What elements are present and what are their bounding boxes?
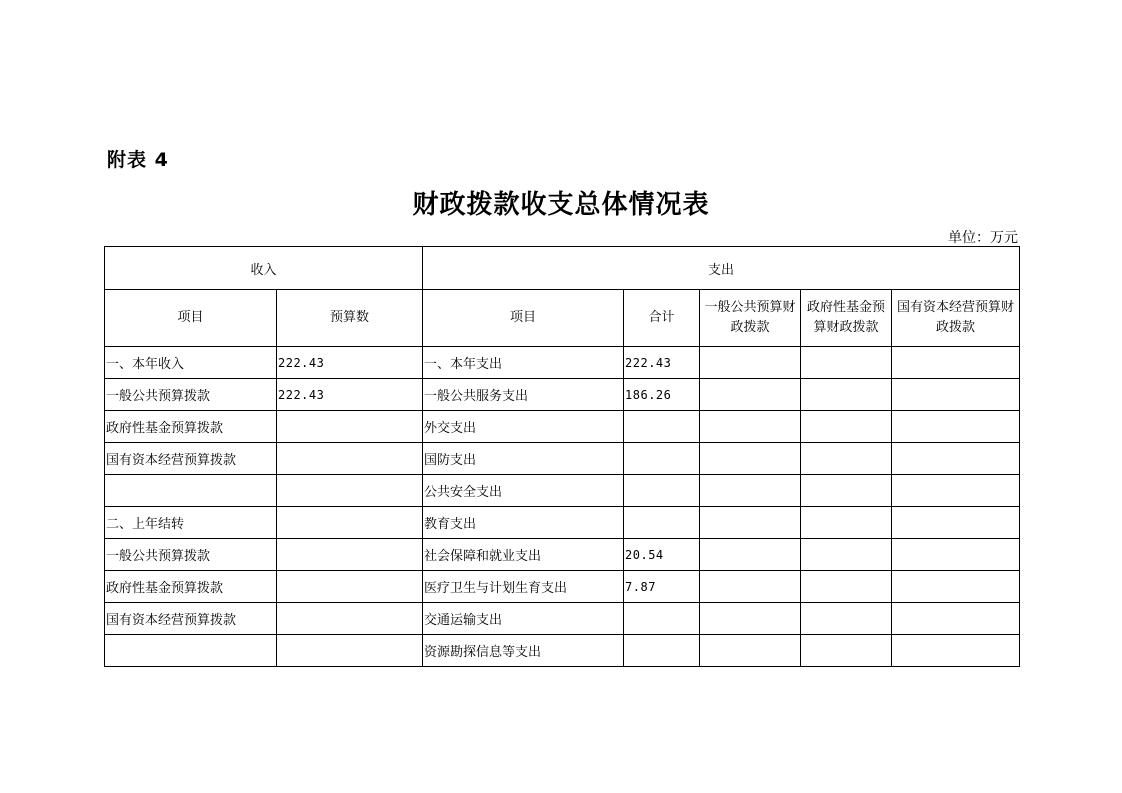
table-row	[105, 603, 1020, 635]
table-row	[105, 571, 1020, 603]
income-item-cell: 国有资本经营预算拨款	[105, 603, 277, 635]
state-capital-cell	[892, 443, 1020, 475]
header-income-item: 项目	[105, 290, 277, 347]
header-expenditure: 支出	[423, 247, 1020, 290]
income-item-cell	[105, 635, 277, 667]
header-gov-fund: 政府性基金预算财政拨款	[801, 290, 892, 347]
finance-table	[104, 246, 1020, 667]
income-item-cell: 二、上年结转	[105, 507, 277, 539]
general-budget-cell	[700, 571, 801, 603]
header-row-secondary	[105, 290, 1020, 347]
income-item-cell: 政府性基金预算拨款	[105, 571, 277, 603]
table-row	[105, 443, 1020, 475]
gov-fund-cell	[801, 347, 892, 379]
income-item-cell: 一般公共预算拨款	[105, 379, 277, 411]
state-capital-cell	[892, 539, 1020, 571]
general-budget-cell	[700, 379, 801, 411]
exp-total-cell	[624, 411, 700, 443]
state-capital-cell	[892, 475, 1020, 507]
header-state-capital: 国有资本经营预算财政拨款	[892, 290, 1020, 347]
table-row	[105, 475, 1020, 507]
income-item-cell: 一、本年收入	[105, 347, 277, 379]
gov-fund-cell	[801, 635, 892, 667]
general-budget-cell	[700, 507, 801, 539]
exp-item-cell: 交通运输支出	[423, 603, 624, 635]
exp-total-cell	[624, 443, 700, 475]
gov-fund-cell	[801, 411, 892, 443]
exp-item-cell: 资源勘探信息等支出	[423, 635, 624, 667]
general-budget-cell	[700, 411, 801, 443]
income-value-cell	[277, 539, 423, 571]
gov-fund-cell	[801, 379, 892, 411]
table-row	[105, 539, 1020, 571]
table-row	[105, 507, 1020, 539]
income-value-cell	[277, 635, 423, 667]
state-capital-cell	[892, 603, 1020, 635]
page-title: 财政拨款收支总体情况表	[412, 190, 710, 220]
exp-total-cell: 7.87	[624, 571, 700, 603]
exp-item-cell: 社会保障和就业支出	[423, 539, 624, 571]
income-item-cell: 国有资本经营预算拨款	[105, 443, 277, 475]
header-income: 收入	[105, 247, 423, 290]
exp-item-cell: 一般公共服务支出	[423, 379, 624, 411]
state-capital-cell	[892, 411, 1020, 443]
general-budget-cell	[700, 603, 801, 635]
table-row	[105, 347, 1020, 379]
header-budget-count: 预算数	[277, 290, 423, 347]
general-budget-cell	[700, 539, 801, 571]
exp-item-cell: 教育支出	[423, 507, 624, 539]
general-budget-cell	[700, 347, 801, 379]
gov-fund-cell	[801, 475, 892, 507]
exp-item-cell: 公共安全支出	[423, 475, 624, 507]
state-capital-cell	[892, 347, 1020, 379]
unit-label: 单位：万元	[948, 230, 1018, 246]
exp-total-cell: 186.26	[624, 379, 700, 411]
exp-total-cell	[624, 475, 700, 507]
exp-total-cell: 20.54	[624, 539, 700, 571]
exp-item-cell: 国防支出	[423, 443, 624, 475]
income-value-cell: 222.43	[277, 347, 423, 379]
table-row	[105, 379, 1020, 411]
income-value-cell	[277, 603, 423, 635]
exp-item-cell: 一、本年支出	[423, 347, 624, 379]
exp-item-cell: 外交支出	[423, 411, 624, 443]
exp-total-cell	[624, 635, 700, 667]
header-general-budget: 一般公共预算财政拨款	[700, 290, 801, 347]
table-row	[105, 635, 1020, 667]
exp-total-cell	[624, 507, 700, 539]
exp-total-cell: 222.43	[624, 347, 700, 379]
income-item-cell: 政府性基金预算拨款	[105, 411, 277, 443]
income-value-cell	[277, 507, 423, 539]
state-capital-cell	[892, 507, 1020, 539]
gov-fund-cell	[801, 507, 892, 539]
state-capital-cell	[892, 379, 1020, 411]
header-total: 合计	[624, 290, 700, 347]
state-capital-cell	[892, 635, 1020, 667]
general-budget-cell	[700, 475, 801, 507]
state-capital-cell	[892, 571, 1020, 603]
gov-fund-cell	[801, 571, 892, 603]
income-item-cell: 一般公共预算拨款	[105, 539, 277, 571]
attachment-label: 附表 4	[107, 149, 169, 171]
gov-fund-cell	[801, 539, 892, 571]
header-exp-item: 项目	[423, 290, 624, 347]
general-budget-cell	[700, 443, 801, 475]
exp-item-cell: 医疗卫生与计划生育支出	[423, 571, 624, 603]
income-value-cell: 222.43	[277, 379, 423, 411]
income-item-cell	[105, 475, 277, 507]
income-value-cell	[277, 475, 423, 507]
table-row	[105, 411, 1020, 443]
gov-fund-cell	[801, 603, 892, 635]
exp-total-cell	[624, 603, 700, 635]
header-row-primary	[105, 247, 1020, 290]
gov-fund-cell	[801, 443, 892, 475]
income-value-cell	[277, 411, 423, 443]
general-budget-cell	[700, 635, 801, 667]
income-value-cell	[277, 443, 423, 475]
income-value-cell	[277, 571, 423, 603]
